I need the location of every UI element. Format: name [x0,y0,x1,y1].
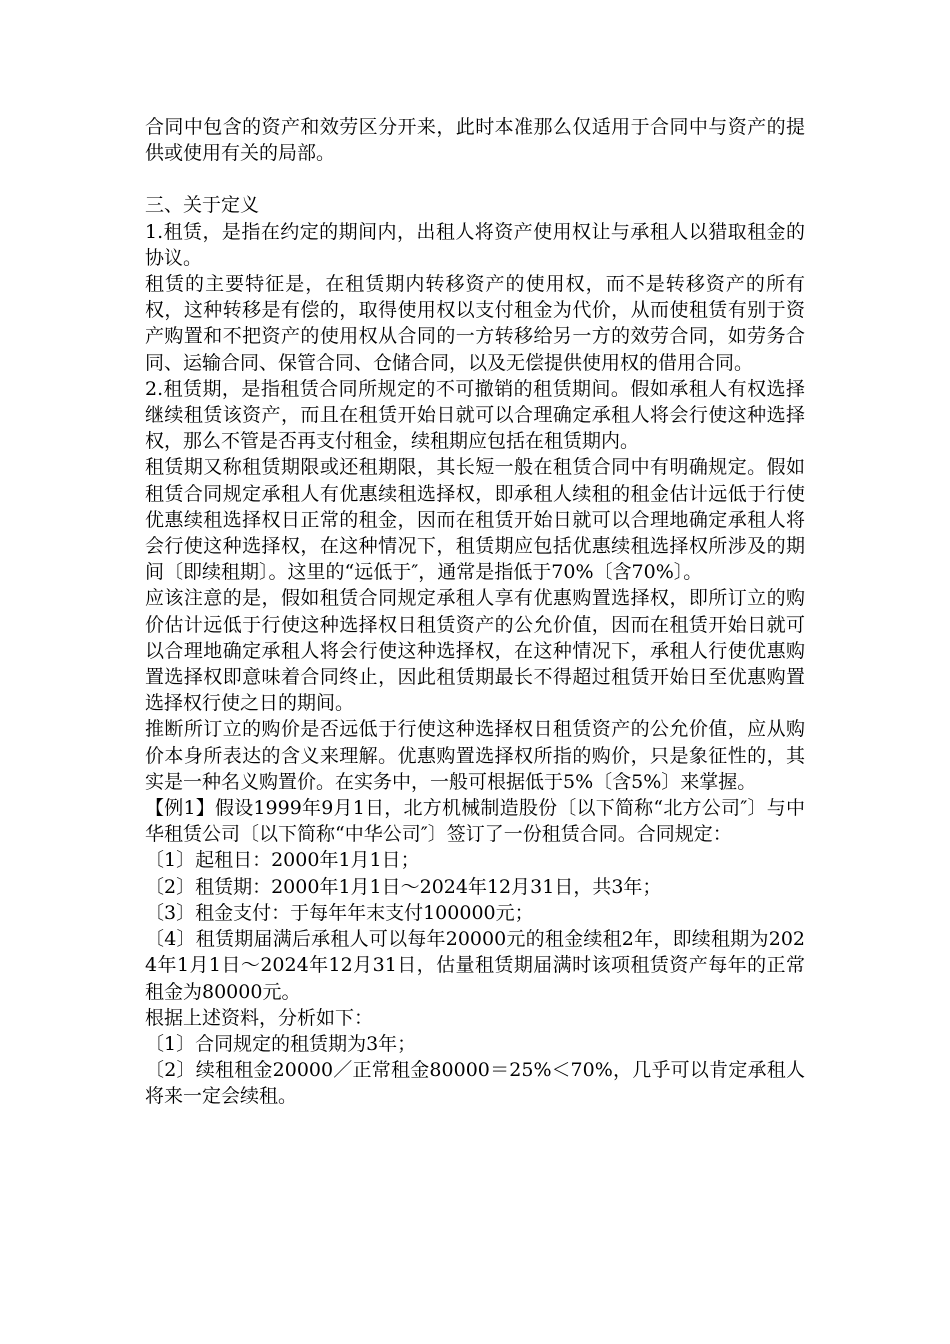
paragraph-example-1: 【例1】假设1999年9月1日，北方机械制造股份〔以下简称“北方公司″〕与中华租赁公司〔以下简称“中华公司″〕签订了一份租赁合同。合同规定： [145,797,805,846]
paragraph-purchase-price-judgement: 推断所订立的购价是否远低于行使这种选择权日租赁资产的公允价值，应从购价本身所表达的含义来理解。优惠购置选择权所指的购价，只是象征性的，其实是一种名义购置价。在实务中，一般可根据低于5%〔含5%〕来掌握。 [145,718,805,793]
document-body [145,114,805,1110]
list-item-start-date: 〔1〕起租日：2000年1月1日； [145,849,420,872]
paragraph-lease-features: 租赁的主要特征是，在租赁期内转移资产的使用权，而不是转移资产的所有权，这种转移是有偿的，取得使用权以支付租金为代价，从而使租赁有别于资产购置和不把资产的使用权从合同的一方转移给另一方的效劳合同，如劳务合同、运输合同、保管合同、仓储合同，以及无偿提供使用权的借用合同。 [145,273,805,374]
paragraph-purchase-option: 应该注意的是，假如租赁合同规定承租人享有优惠购置选择权，即所订立的购价估计远低于行使这种选择权日租赁资产的公允价值，因而在租赁开始日就可以合理地确定承租人将会行使这种选择权，在这种情况下，承租人行使优惠购置选择权即意味着合同终止，因此租赁期最长不得超过租赁开始日至优惠购置选择权行使之日的期间。 [145,587,805,715]
list-item-analysis-1: 〔1〕合同规定的租赁期为3年； [145,1032,417,1055]
blank-line [145,166,805,192]
list-item-analysis-2: 〔2〕续租租金20000／正常租金80000＝25%＜70%，几乎可以肯定承租人将来一定会续租。 [145,1059,805,1108]
paragraph-analysis-intro: 根据上述资料，分析如下： [145,1006,374,1029]
paragraph-lease-definition: 1.租赁，是指在约定的期间内，出租人将资产使用权让与承租人以猎取租金的协议。 [145,220,805,269]
list-item-lease-period: 〔2〕租赁期：2000年1月1日～2024年12月31日，共3年； [145,875,662,898]
section-heading-definitions: 三、关于定义 [145,194,260,217]
list-item-renewal: 〔4〕租赁期届满后承租人可以每年20000元的租金续租2年，即续租期为2024年1月1日～2024年12月31日，估量租赁期届满时该项租赁资产每年的正常租金为80000元。 [145,928,805,1003]
paragraph-intro: 合同中包含的资产和效劳区分开来，此时本准那么仅适用于合同中与资产的提供或使用有关的局部。 [145,116,805,165]
paragraph-lease-term-definition: 2.租赁期，是指租赁合同所规定的不可撤销的租赁期间。假如承租人有权选择继续租赁该资产，而且在租赁开始日就可以合理确定承租人将会行使这种选择权，那么不管是否再支付租金，续租期应包括在租赁期内。 [145,377,805,453]
list-item-rent-payment: 〔3〕租金支付：于每年年末支付100000元； [145,901,534,924]
paragraph-lease-term-explanation: 租赁期又称租赁期限或还租期限，其长短一般在租赁合同中有明确规定。假如租赁合同规定承租人有优惠续租选择权，即承租人续租的租金估计远低于行使优惠续租选择权日正常的租金，因而在租赁开始日就可以合理地确定承租人将会行使这种选择权，在这种情况下，租赁期应包括优惠续租选择权所涉及的期间〔即续租期〕。这里的“远低于″，通常是指低于70%〔含70%〕。 [145,456,805,584]
